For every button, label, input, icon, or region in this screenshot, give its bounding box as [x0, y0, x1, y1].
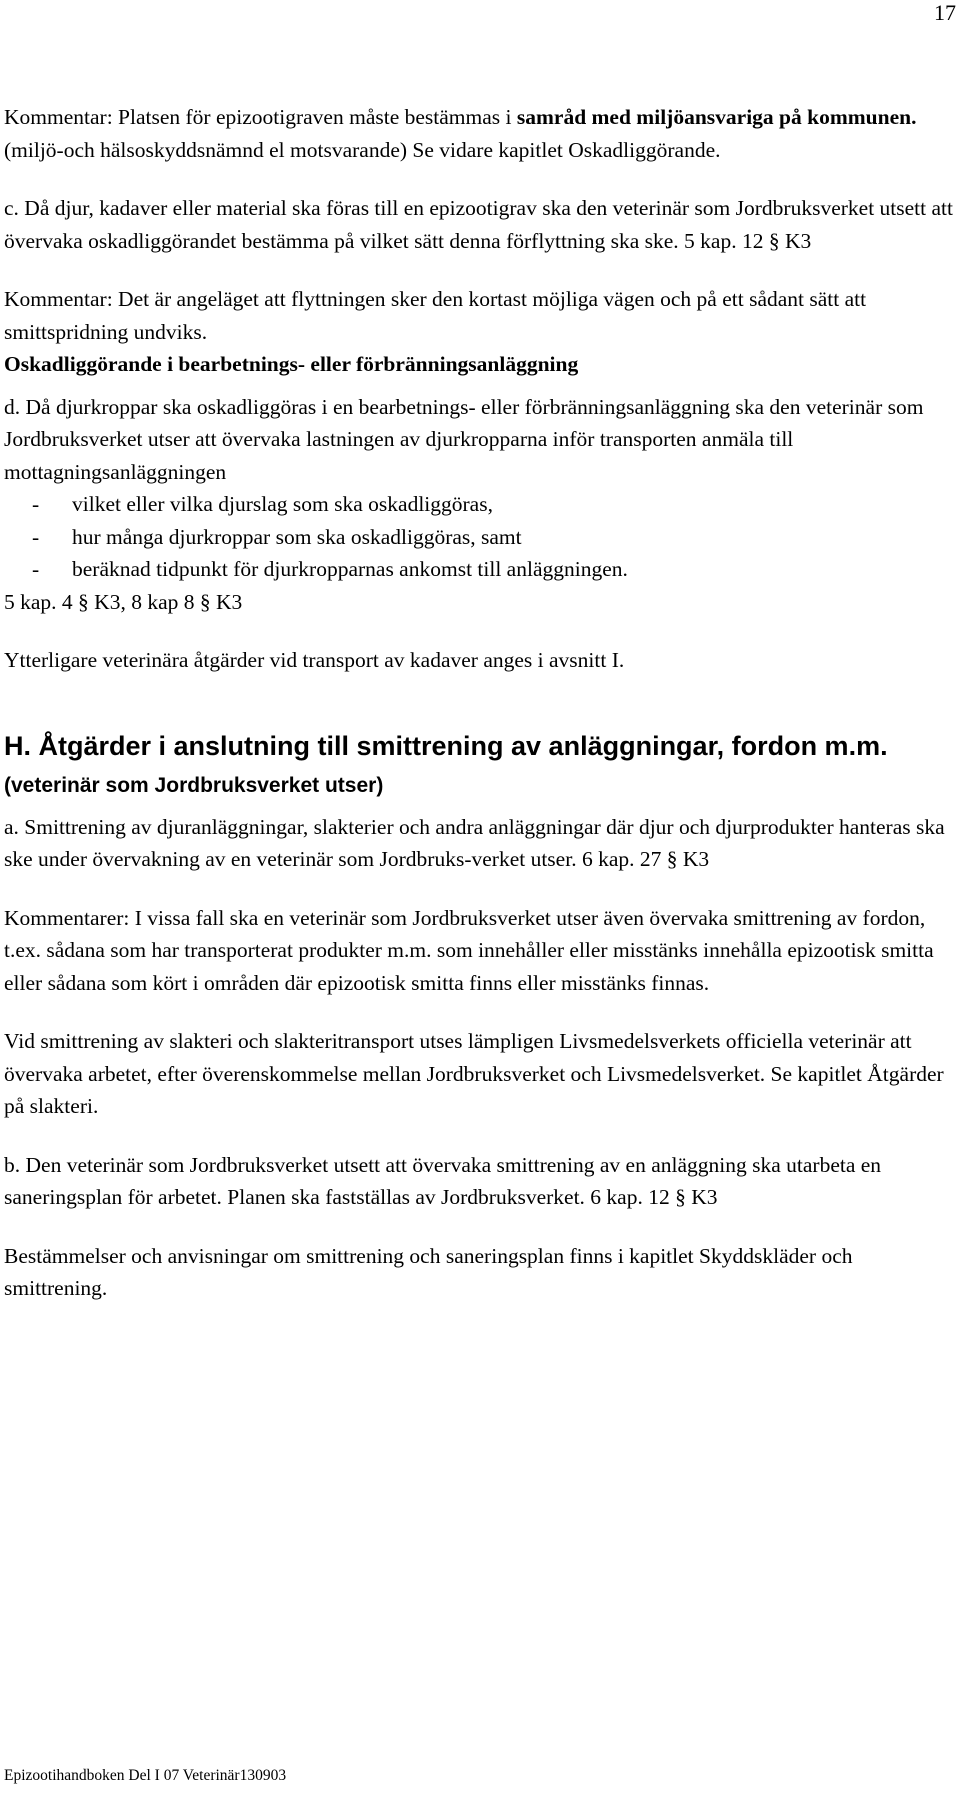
- paragraph-b: b. Den veterinär som Jordbruksverket utsett att övervaka smittrening av en anläggning ska utarbeta en saneringsplan för arbetet. Planen ska fastställas av Jordbruksverket. 6 kap. 12 § K3: [4, 1152, 882, 1209]
- comment-text-cont: (miljö-och hälsoskyddsnämnd el motsvarande) Se vidare kapitlet Oskadliggörande.: [4, 137, 721, 162]
- paragraph-a: a. Smittrening av djuranläggningar, slakterier och andra anläggningar där djur och djurprodukter hanteras ska ske under övervakning av en veterinär som Jordbruks-verket utser. 6 kap. 27 § K3: [4, 814, 945, 871]
- list-dash: -: [32, 492, 40, 516]
- list-dash: -: [32, 557, 40, 581]
- paragraph-slaughterhouse: Vid smittrening av slakteri och slakteritransport utses lämpligen Livsmedelsverkets officiella veterinär att övervaka arbetet, efter överenskommelse mellan Jordbruksverket och Livsmedelsverket. Se kapitlet Åtgärder på slakteri.: [4, 1029, 944, 1118]
- list-item-text: vilket eller vilka djurslag som ska oskadliggöras,: [72, 492, 493, 516]
- legal-reference: 5 kap. 4 § K3, 8 kap 8 § K3: [4, 589, 243, 614]
- list-dash: -: [32, 524, 40, 549]
- list-item: [4, 553, 956, 586]
- list-item-text: beräknad tidpunkt för djurkropparnas ankomst till anläggningen.: [72, 557, 628, 581]
- paragraph-d: d. Då djurkroppar ska oskadliggöras i en bearbetnings- eller förbränningsanläggning ska den veterinär som Jordbruksverket utser att övervaka lastningen av djurkropparna inför transporten anmäla till mottagningsanläggningen: [4, 394, 924, 484]
- list-item-text: hur många djurkroppar som ska oskadliggöras, samt: [72, 524, 522, 549]
- page-number: 17: [934, 0, 956, 25]
- comment-text: Kommentar: Platsen för epizootigraven måste bestämmas i: [4, 105, 517, 129]
- emphasis-text: samråd med miljöansvariga på kommunen.: [516, 105, 917, 129]
- subheading-processing-plant: Oskadliggörande i bearbetnings- eller förbränningsanläggning: [4, 352, 579, 376]
- comment-paragraph-burial-site: [4, 101, 956, 166]
- document-body: [4, 101, 956, 1305]
- paragraph-regulations: Bestämmelser och anvisningar om smittrening och saneringsplan finns i kapitlet Skyddskläder och smittrening.: [4, 1243, 853, 1300]
- comment-paragraph-vehicles: Kommentarer: I vissa fall ska en veterinär som Jordbruksverket utser även övervaka smittrening av fordon, t.ex. sådana som har transporterat produkter m.m. som innehåller eller misstänks innehålla epizootisk smitta eller sådana som kört i områden där epizootisk smitta finns eller misstänks finnas.: [4, 905, 934, 995]
- section-heading-h: H. Åtgärder i anslutning till smittrening av anläggningar, fordon m.m.: [4, 730, 888, 761]
- list-item: [4, 521, 956, 554]
- comment-paragraph-transport: Kommentar: Det är angeläget att flyttningen sker den kortast möjliga vägen och på ett sådant sätt att smittspridning undviks.: [4, 287, 867, 344]
- requirement-list: [4, 488, 956, 586]
- paragraph-additional-measures: Ytterligare veterinära åtgärder vid transport av kadaver anges i avsnitt I.: [4, 648, 625, 672]
- page-footer: Epizootihandboken Del I 07 Veterinär130903: [4, 1767, 287, 1784]
- section-subheading: (veterinär som Jordbruksverket utser): [4, 773, 384, 797]
- paragraph-c: c. Då djur, kadaver eller material ska föras till en epizootigrav ska den veterinär som Jordbruksverket utsett att övervaka oskadliggörandet bestämma på vilket sätt denna förflyttning ska ske. 5 kap. 12 § K3: [4, 196, 953, 253]
- list-item: [4, 488, 956, 521]
